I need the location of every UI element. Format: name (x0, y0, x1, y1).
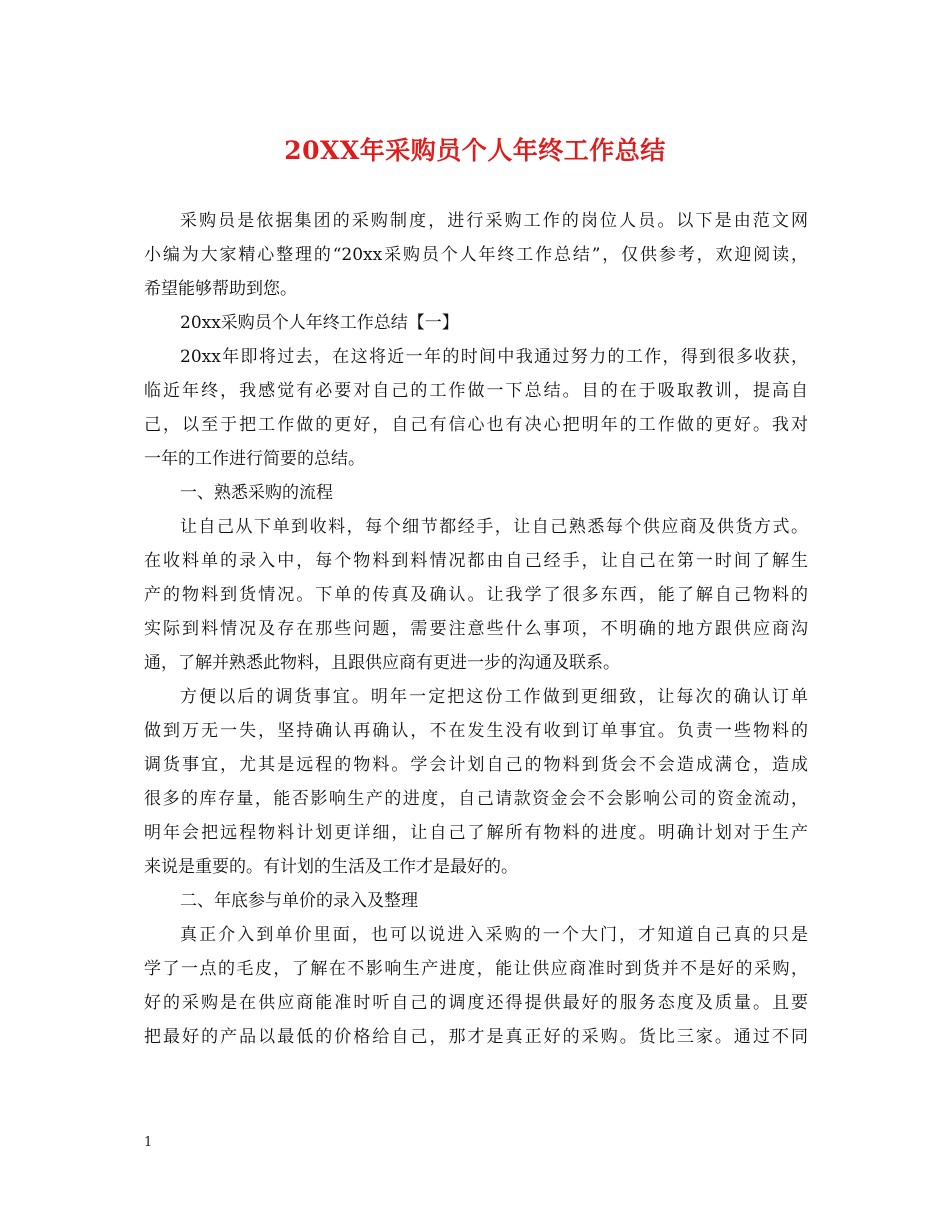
text-line: 小编为大家精心整理的“20xx采购员个人年终工作总结”，仅供参考，欢迎阅读， (144, 245, 808, 265)
paragraph-opening (144, 340, 808, 476)
paragraph-section-one-followup (144, 680, 808, 884)
text-line: 希望能够帮助到您。 (144, 279, 297, 299)
text-line: 学了一点的毛皮，了解在不影响生产进度，能让供应商准时到货并不是好的采购， (144, 959, 808, 979)
document-body (144, 204, 808, 1054)
text-line: 让自己从下单到收料，每个细节都经手，让自己熟悉每个供应商及供货方式。 (180, 517, 808, 537)
text-line: 实际到料情况及存在那些问题，需要注意些什么事项，不明确的地方跟供应商沟 (144, 619, 808, 639)
text-line: 把最好的产品以最低的价格给自己，那才是真正好的采购。货比三家。通过不同 (144, 1027, 808, 1047)
text-line: 一、熟悉采购的流程 (180, 483, 333, 503)
text-line: 通，了解并熟悉此物料，且跟供应商有更进一步的沟通及联系。 (144, 653, 620, 673)
page-title: 20XX年采购员个人年终工作总结 (284, 136, 666, 165)
text-line: 很多的库存量，能否影响生产的进度，自己请款资金会不会影响公司的资金流动， (144, 789, 808, 809)
text-line: 产的物料到货情况。下单的传真及确认。让我学了很多东西，能了解自己物料的 (144, 585, 808, 605)
text-line: 真正介入到单价里面，也可以说进入采购的一个大门，才知道自己真的只是 (180, 925, 808, 945)
text-line: 在收料单的录入中，每个物料到料情况都由自己经手，让自己在第一时间了解生 (144, 551, 808, 571)
text-line: 己，以至于把工作做的更好，自己有信心也有决心把明年的工作做的更好。我对 (144, 415, 808, 435)
text-line: 临近年终，我感觉有必要对自己的工作做一下总结。目的在于吸取教训，提高自 (144, 381, 808, 401)
text-line: 采购员是依据集团的采购制度，进行采购工作的岗位人员。以下是由范文网 (180, 211, 808, 231)
text-line: 好的采购是在供应商能准时听自己的调度还得提供最好的服务态度及质量。且要 (144, 993, 808, 1013)
paragraph-section-one (144, 510, 808, 680)
text-line: 方便以后的调货事宜。明年一定把这份工作做到更细致，让每次的确认订单 (180, 687, 808, 707)
text-line: 20xx年即将过去，在这将近一年的时间中我通过努力的工作，得到很多收获， (180, 347, 808, 367)
text-line: 20xx采购员个人年终工作总结【一】 (180, 313, 459, 333)
section-heading (144, 476, 808, 510)
page-number: 1 (144, 1135, 153, 1150)
text-line: 一年的工作进行简要的总结。 (144, 449, 365, 469)
paragraph-section-two (144, 918, 808, 1054)
text-line: 调货事宜，尤其是远程的物料。学会计划自己的物料到货会不会造成满仓，造成 (144, 755, 808, 775)
text-line: 做到万无一失，坚持确认再确认，不在发生没有收到订单事宜。负责一些物料的 (144, 721, 808, 741)
section-heading (144, 306, 808, 340)
text-line: 明年会把远程物料计划更详细，让自己了解所有物料的进度。明确计划对于生产 (144, 823, 808, 843)
section-heading (144, 884, 808, 918)
text-line: 来说是重要的。有计划的生活及工作才是最好的。 (144, 857, 518, 877)
paragraph-intro (144, 204, 808, 306)
text-line: 二、年底参与单价的录入及整理 (180, 891, 418, 911)
